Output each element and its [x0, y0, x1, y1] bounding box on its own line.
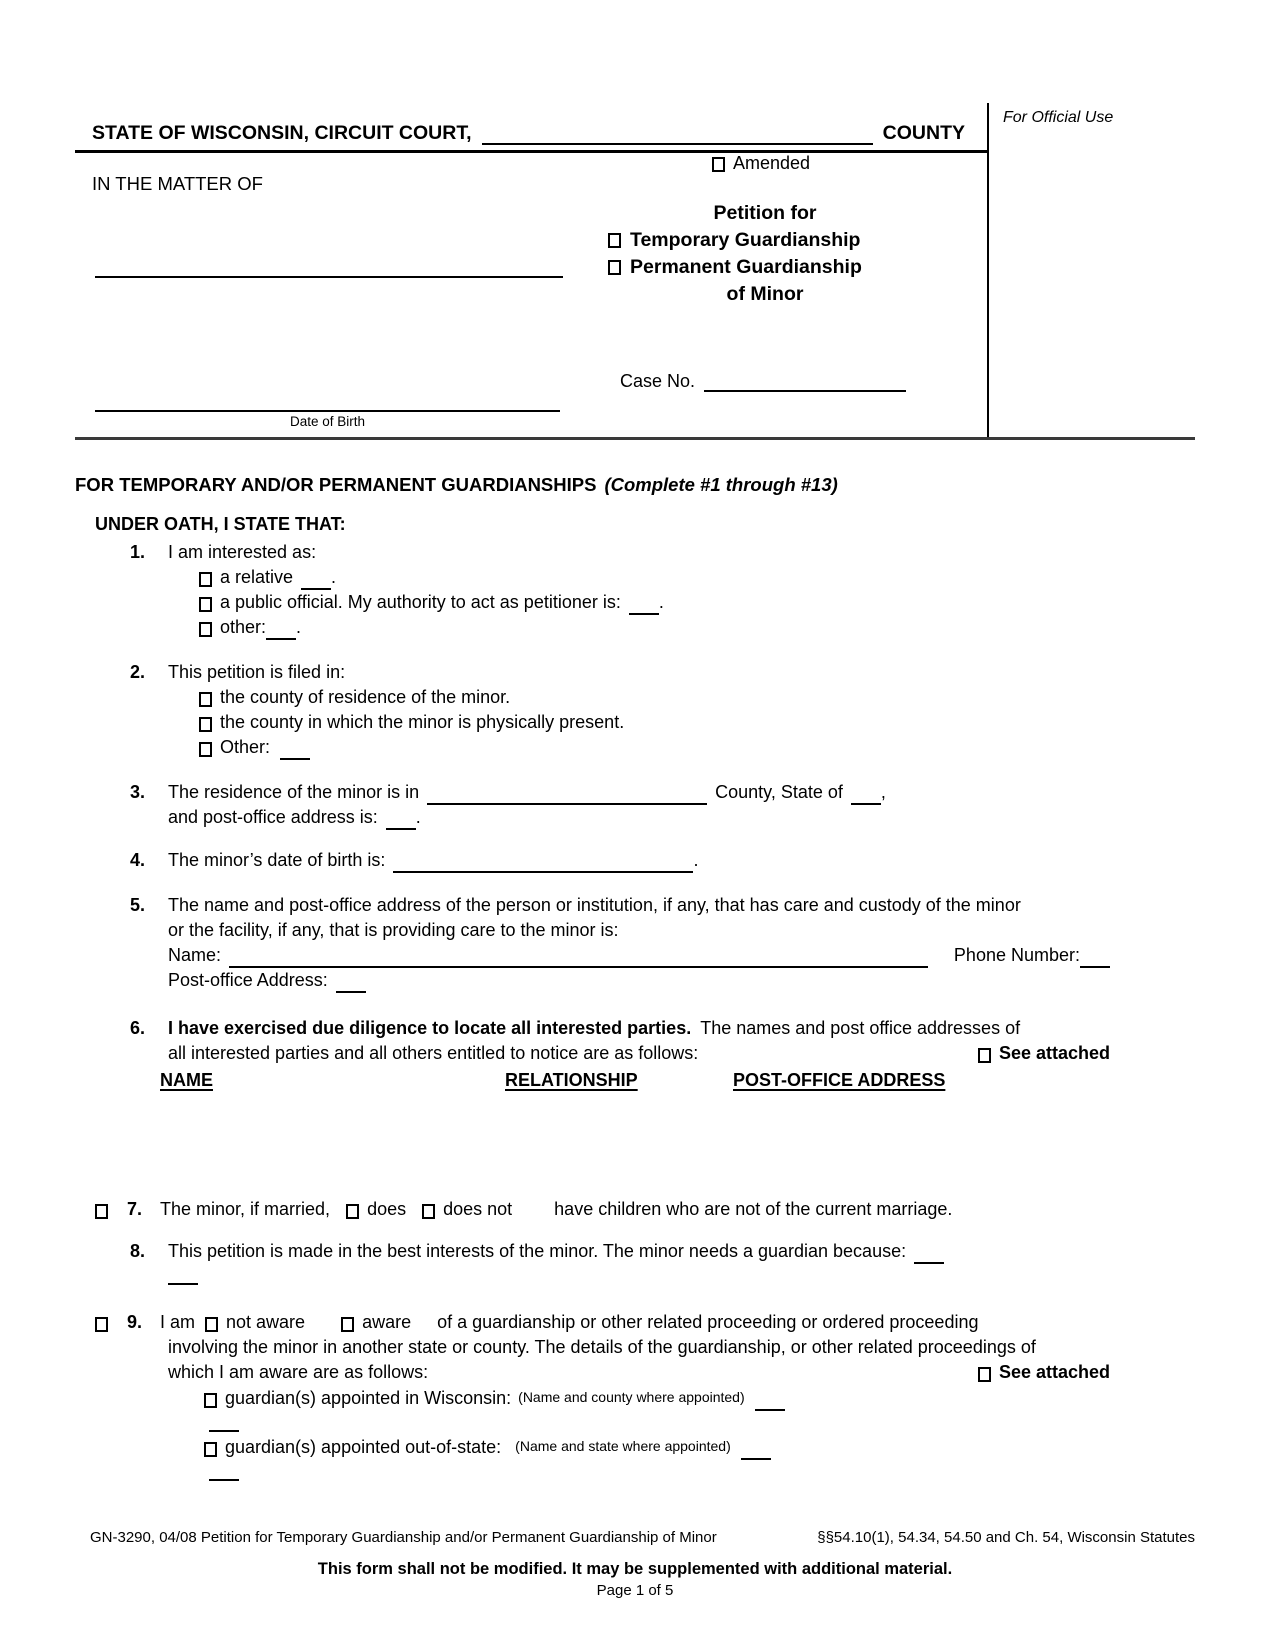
- other-interest-checkbox[interactable]: [199, 622, 212, 637]
- guardian-wisconsin-cont-row: [209, 1411, 1110, 1432]
- item-7-checkbox[interactable]: [95, 1204, 108, 1219]
- item-6-bold-text: I have exercised due diligence to locate all interested parties.: [168, 1018, 692, 1038]
- column-post-office-address: POST-OFFICE ADDRESS: [733, 1070, 946, 1090]
- guardian-wisconsin-checkbox[interactable]: [204, 1393, 217, 1408]
- temporary-guardianship-label: Temporary Guardianship: [630, 229, 861, 251]
- other-interest-blank[interactable]: [266, 619, 296, 640]
- physically-present-checkbox[interactable]: [199, 717, 212, 732]
- item-1-option-other: [199, 615, 1110, 640]
- item-6-row-2: [168, 1041, 1110, 1066]
- item-7-row: [95, 1197, 1195, 1222]
- item-3-text-1: The residence of the minor is in: [168, 782, 420, 802]
- item-8-row-1: [130, 1239, 1110, 1264]
- physically-present-label: the county in which the minor is physically present.: [220, 712, 625, 732]
- item-2-option-2: [199, 710, 1195, 735]
- item-2-option-1: [199, 685, 1195, 710]
- item-2-text: This petition is filed in:: [168, 662, 346, 682]
- filed-other-label: Other:: [220, 737, 271, 757]
- item-5-row-2: [168, 918, 1195, 943]
- item-5-number: 5.: [130, 895, 146, 915]
- does-not-checkbox[interactable]: [422, 1204, 435, 1219]
- column-name: NAME: [160, 1070, 213, 1090]
- item-6-see-attached-checkbox[interactable]: [978, 1048, 991, 1063]
- item-8-row-2: [168, 1264, 1110, 1285]
- custodian-name-label: Name:: [168, 945, 222, 965]
- item-6-row-1: [130, 1016, 1195, 1041]
- form-title-line1: Petition for: [713, 202, 817, 224]
- custodian-address-blank[interactable]: [336, 972, 366, 993]
- guardian-out-of-state-note: (Name and state where appointed): [515, 1438, 731, 1454]
- post-office-address-blank[interactable]: [386, 809, 416, 830]
- county-residence-label: the county of residence of the minor.: [220, 687, 511, 707]
- date-of-birth-blank[interactable]: [95, 410, 560, 412]
- residence-county-blank[interactable]: [427, 784, 707, 805]
- item-4-number: 4.: [130, 850, 146, 870]
- item-6-see-attached-label: See attached: [998, 1043, 1110, 1063]
- item-1-option-relative: [199, 565, 1110, 590]
- guardian-wisconsin-note: (Name and county where appointed): [518, 1389, 745, 1405]
- item-9-line-1: of a guardianship or other related proceeding or ordered proceeding: [437, 1312, 979, 1332]
- public-official-label: a public official. My authority to act as petitioner is:: [220, 592, 621, 612]
- interested-parties-header-row: [160, 1068, 1195, 1093]
- minor-dob-blank[interactable]: [393, 852, 693, 873]
- item-5-text-1: The name and post-office address of the person or institution, if any, that has care and custody of the minor: [168, 895, 1021, 915]
- item-6-text-1: The names and post office addresses of: [700, 1018, 1021, 1038]
- custodian-name-blank[interactable]: [229, 947, 928, 968]
- item-5-address-row: [168, 968, 1110, 993]
- item-9-row-3: [168, 1360, 1110, 1385]
- item-3-row-1: [130, 780, 1110, 805]
- public-official-blank[interactable]: [629, 594, 659, 615]
- statutes-text: §§54.10(1), 54.34, 54.50 and Ch. 54, Wisconsin Statutes: [817, 1529, 1195, 1546]
- page-number: Page 1 of 5: [596, 1582, 674, 1599]
- guardian-wisconsin-blank-2[interactable]: [209, 1411, 239, 1432]
- item-1-row: [130, 540, 1195, 565]
- item-9-row-2: [168, 1335, 1195, 1360]
- item-3-text-2: County, State of: [715, 782, 843, 802]
- aware-label: aware: [362, 1312, 412, 1332]
- temporary-guardianship-checkbox[interactable]: [608, 233, 621, 248]
- item-4-row: [130, 848, 1195, 873]
- item-6-number: 6.: [130, 1018, 146, 1038]
- temporary-guardianship-option: [600, 227, 930, 254]
- aware-checkbox[interactable]: [341, 1317, 354, 1332]
- guardian-out-of-state-row: [204, 1434, 1110, 1460]
- relative-blank[interactable]: [301, 569, 331, 590]
- relative-label: a relative: [220, 567, 294, 587]
- item-1-number: 1.: [130, 542, 146, 562]
- section-heading-bold: FOR TEMPORARY AND/OR PERMANENT GUARDIANSHIPS: [75, 474, 597, 495]
- period: .: [415, 807, 421, 827]
- amended-label: Amended: [733, 153, 811, 173]
- form-title: [600, 200, 930, 308]
- filed-other-blank[interactable]: [280, 739, 310, 760]
- period: .: [658, 592, 664, 612]
- item-1-option-official: [199, 590, 1110, 615]
- item-9-text-1: I am: [160, 1312, 196, 1332]
- section-heading-instruction: (Complete #1 through #13): [604, 474, 838, 495]
- form-body: [75, 472, 1195, 1599]
- item-1-text: I am interested as:: [168, 542, 317, 562]
- item-2-option-other: [199, 735, 1110, 760]
- public-official-checkbox[interactable]: [199, 597, 212, 612]
- county-residence-checkbox[interactable]: [199, 692, 212, 707]
- does-label: does: [367, 1199, 407, 1219]
- item-7-text-1: The minor, if married,: [160, 1199, 331, 1219]
- comma: ,: [880, 782, 886, 802]
- item-5-name-phone-row: [168, 943, 1110, 968]
- item-7-text-2: have children who are not of the current marriage.: [554, 1199, 953, 1219]
- item-8-number: 8.: [130, 1241, 146, 1261]
- custodian-phone-blank[interactable]: [1080, 947, 1110, 968]
- item-6-see-attached-group: [978, 1041, 1110, 1066]
- filed-other-checkbox[interactable]: [199, 742, 212, 757]
- amended-checkbox[interactable]: [712, 157, 725, 172]
- amended-row: [712, 153, 810, 174]
- guardian-reason-blank-2[interactable]: [168, 1264, 198, 1285]
- item-2-number: 2.: [130, 662, 146, 682]
- custodian-address-label: Post-office Address:: [168, 970, 328, 990]
- minor-name-blank[interactable]: [95, 276, 563, 278]
- item-4-text: The minor’s date of birth is:: [168, 850, 386, 870]
- case-number-blank[interactable]: [704, 371, 906, 392]
- not-aware-label: not aware: [226, 1312, 306, 1332]
- guardian-out-of-state-cont-row: [209, 1460, 1110, 1481]
- item-7-number: 7.: [127, 1199, 143, 1219]
- county-name-blank[interactable]: [482, 125, 873, 145]
- item-5-text-2: or the facility, if any, that is providing care to the minor is:: [168, 920, 619, 940]
- item-9-see-attached-checkbox[interactable]: [978, 1367, 991, 1382]
- footer-row: [75, 1529, 1195, 1546]
- item-2-row: [130, 660, 1195, 685]
- item-9-see-attached-label: See attached: [998, 1362, 1110, 1382]
- form-header: [75, 95, 1195, 440]
- does-checkbox[interactable]: [346, 1204, 359, 1219]
- column-relationship: RELATIONSHIP: [505, 1070, 638, 1090]
- county-label: COUNTY: [882, 122, 965, 144]
- official-use-label: For Official Use: [1003, 109, 1114, 126]
- guardian-out-of-state-blank-1[interactable]: [741, 1439, 771, 1460]
- form-id-text: GN-3290, 04/08 Petition for Temporary Guardianship and/or Permanent Guardianship of Minor: [90, 1529, 717, 1546]
- case-number-label: Case No.: [620, 371, 696, 391]
- period: .: [331, 567, 337, 587]
- guardian-wisconsin-blank-1[interactable]: [755, 1390, 785, 1411]
- guardian-wisconsin-label: guardian(s) appointed in Wisconsin:: [225, 1388, 512, 1408]
- official-use-box: [987, 103, 1195, 437]
- section-heading: [75, 472, 1195, 497]
- item-9-line-3: which I am aware are as follows:: [168, 1362, 429, 1382]
- does-not-label: does not: [443, 1199, 513, 1219]
- period: .: [693, 850, 699, 870]
- item-9-number: 9.: [127, 1312, 143, 1332]
- residence-state-blank[interactable]: [851, 784, 881, 805]
- permanent-guardianship-checkbox[interactable]: [608, 260, 621, 275]
- form-title-line2: of Minor: [726, 283, 804, 305]
- guardian-out-of-state-checkbox[interactable]: [204, 1442, 217, 1457]
- guardian-out-of-state-blank-2[interactable]: [209, 1460, 239, 1481]
- custodian-phone-label: Phone Number:: [953, 945, 1080, 965]
- item-6-text-2: all interested parties and all others entitled to notice are as follows:: [168, 1043, 699, 1063]
- in-the-matter-label: IN THE MATTER OF: [92, 173, 263, 194]
- item-9-see-attached-group: [978, 1360, 1110, 1385]
- relative-checkbox[interactable]: [199, 572, 212, 587]
- item-9-checkbox[interactable]: [95, 1317, 108, 1332]
- item-9-line-2: involving the minor in another state or county. The details of the guardianship, or other related proceedings of: [168, 1337, 1036, 1357]
- permanent-guardianship-label: Permanent Guardianship: [630, 256, 862, 278]
- item-3-number: 3.: [130, 782, 146, 802]
- case-number-row: [620, 367, 906, 392]
- court-caption-row: [75, 105, 987, 153]
- item-9-row-1: [95, 1310, 1195, 1335]
- item-3-row-2: [168, 805, 1110, 830]
- period: .: [296, 617, 302, 637]
- guardian-reason-blank-1[interactable]: [914, 1243, 944, 1264]
- date-of-birth-caption: Date of Birth: [289, 414, 366, 429]
- item-8-text: This petition is made in the best interests of the minor. The minor needs a guardian because:: [168, 1241, 907, 1261]
- court-caption: STATE OF WISCONSIN, CIRCUIT COURT,: [92, 122, 472, 144]
- item-3-text-3: and post-office address is:: [168, 807, 378, 827]
- permanent-guardianship-option: [600, 254, 930, 281]
- footer-note: This form shall not be modified. It may be supplemented with additional material.: [317, 1560, 953, 1578]
- item-5-row-1: [130, 893, 1195, 918]
- other-interest-label: other:: [220, 617, 267, 637]
- guardian-wisconsin-row: [204, 1385, 1110, 1411]
- oath-heading: UNDER OATH, I STATE THAT:: [95, 514, 346, 534]
- guardian-out-of-state-label: guardian(s) appointed out-of-state:: [225, 1437, 502, 1457]
- not-aware-checkbox[interactable]: [205, 1317, 218, 1332]
